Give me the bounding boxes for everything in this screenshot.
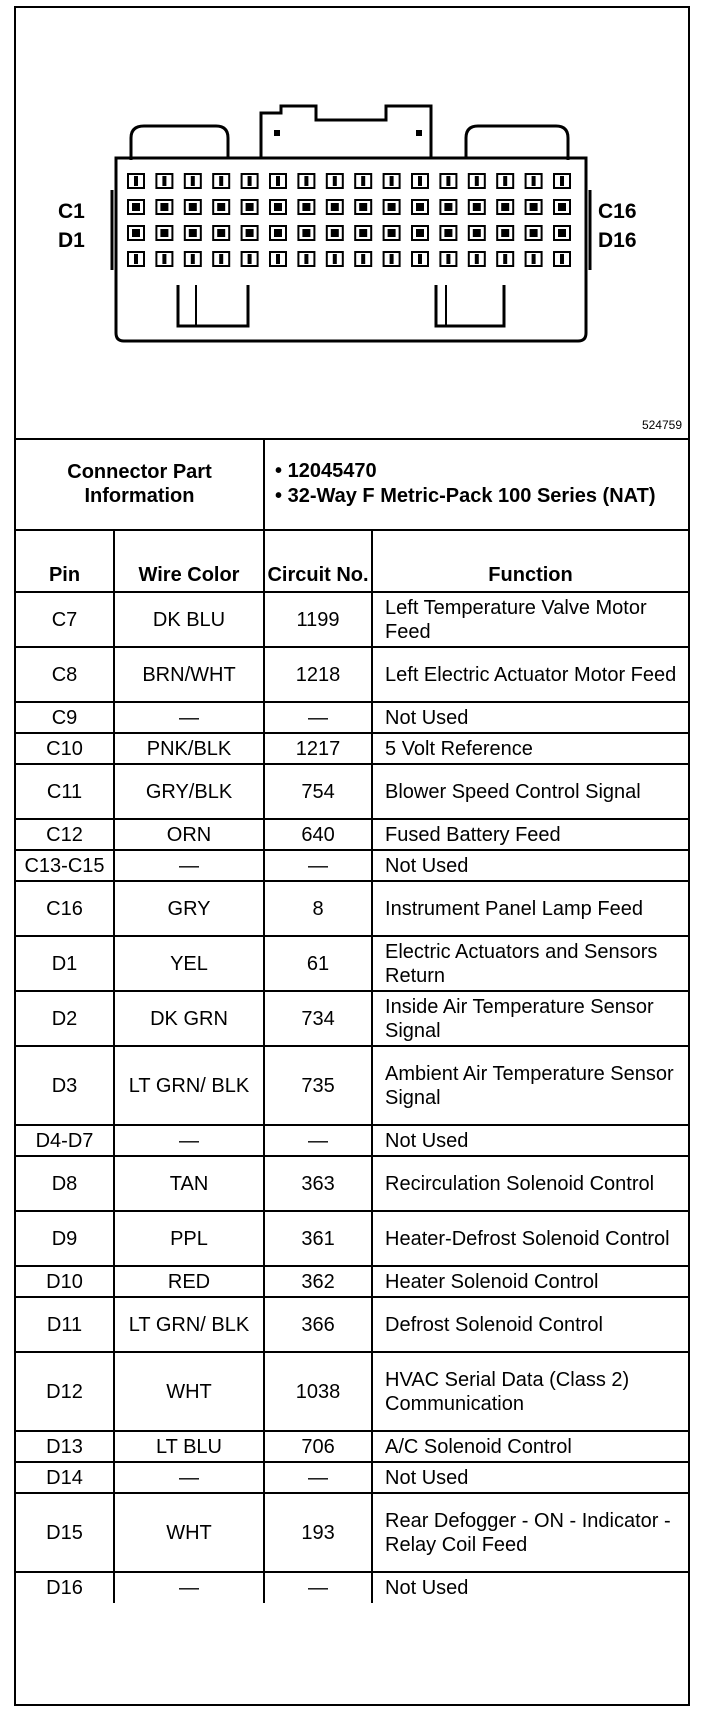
cell-function: Ambient Air Temperature Sensor Signal bbox=[372, 1046, 688, 1125]
cell-circuit: 640 bbox=[264, 819, 372, 850]
cell-wire-color: DK GRN bbox=[114, 991, 264, 1046]
pin-terminal bbox=[446, 176, 450, 186]
cell-wire-color: LT BLU bbox=[114, 1431, 264, 1462]
cell-pin: D8 bbox=[16, 1156, 114, 1211]
cell-wire-color: PPL bbox=[114, 1211, 264, 1266]
table-row bbox=[16, 881, 688, 936]
pin-terminal bbox=[189, 203, 197, 211]
pin-terminal bbox=[503, 176, 507, 186]
cell-circuit: 362 bbox=[264, 1266, 372, 1297]
cell-wire-color: — bbox=[114, 702, 264, 733]
cell-circuit: 1199 bbox=[264, 592, 372, 647]
pin-terminal bbox=[532, 254, 536, 264]
cell-wire-color: ORN bbox=[114, 819, 264, 850]
pin-terminal bbox=[558, 229, 566, 237]
cell-circuit: — bbox=[264, 1572, 372, 1603]
connector-info-details bbox=[264, 438, 688, 530]
cell-circuit: — bbox=[264, 702, 372, 733]
table-row bbox=[16, 1297, 688, 1352]
cell-circuit: — bbox=[264, 1462, 372, 1493]
cell-wire-color: LT GRN/ BLK bbox=[114, 1046, 264, 1125]
pin-terminal bbox=[530, 229, 538, 237]
table-row bbox=[16, 1462, 688, 1493]
cell-wire-color: — bbox=[114, 1125, 264, 1156]
table-row bbox=[16, 1125, 688, 1156]
cell-function: Not Used bbox=[372, 1572, 688, 1603]
table-row bbox=[16, 1211, 688, 1266]
cell-function: A/C Solenoid Control bbox=[372, 1431, 688, 1462]
cell-function: Heater Solenoid Control bbox=[372, 1266, 688, 1297]
cell-function: Instrument Panel Lamp Feed bbox=[372, 881, 688, 936]
pin-terminal bbox=[304, 254, 308, 264]
table-row bbox=[16, 819, 688, 850]
pin-terminal bbox=[359, 203, 367, 211]
pin-terminal bbox=[331, 203, 339, 211]
cell-pin: D1 bbox=[16, 936, 114, 991]
cell-function: Electric Actuators and Sensors Return bbox=[372, 936, 688, 991]
cell-function: HVAC Serial Data (Class 2) Communication bbox=[372, 1352, 688, 1431]
pinout-rows bbox=[16, 592, 688, 1603]
pin-terminal bbox=[304, 176, 308, 186]
pin-terminal bbox=[219, 176, 223, 186]
pin-terminal bbox=[132, 203, 140, 211]
cell-pin: C13-C15 bbox=[16, 850, 114, 881]
pin-label-d16: D16 bbox=[598, 229, 637, 252]
cell-pin: D9 bbox=[16, 1211, 114, 1266]
pin-terminal bbox=[530, 203, 538, 211]
pin-terminal bbox=[444, 203, 452, 211]
pin-terminal bbox=[361, 254, 365, 264]
pin-terminal bbox=[558, 203, 566, 211]
pin-terminal bbox=[302, 203, 310, 211]
pin-terminal bbox=[276, 176, 280, 186]
cell-circuit: 735 bbox=[264, 1046, 372, 1125]
pin-terminal bbox=[446, 254, 450, 264]
cell-circuit: 366 bbox=[264, 1297, 372, 1352]
cell-wire-color: GRY/BLK bbox=[114, 764, 264, 819]
cell-function: Rear Defogger - ON - Indicator - Relay Coil Feed bbox=[372, 1493, 688, 1572]
cell-pin: D3 bbox=[16, 1046, 114, 1125]
cell-wire-color: PNK/BLK bbox=[114, 733, 264, 764]
table-row bbox=[16, 647, 688, 702]
cell-wire-color: — bbox=[114, 1572, 264, 1603]
pin-terminal bbox=[333, 254, 337, 264]
col-header-pin: Pin bbox=[16, 530, 114, 592]
pin-terminal bbox=[162, 176, 166, 186]
pin-terminal bbox=[390, 176, 394, 186]
table-row bbox=[16, 764, 688, 819]
cell-pin: C11 bbox=[16, 764, 114, 819]
connector-diagram bbox=[16, 8, 688, 440]
pin-terminal bbox=[219, 254, 223, 264]
pin-terminal bbox=[388, 229, 396, 237]
cell-wire-color: TAN bbox=[114, 1156, 264, 1211]
cell-circuit: 363 bbox=[264, 1156, 372, 1211]
cell-function: Not Used bbox=[372, 1462, 688, 1493]
table-row bbox=[16, 850, 688, 881]
cell-pin: C12 bbox=[16, 819, 114, 850]
table-row bbox=[16, 991, 688, 1046]
table-row bbox=[16, 592, 688, 647]
pin-terminal bbox=[162, 254, 166, 264]
pin-terminal bbox=[160, 203, 168, 211]
cell-function: Left Temperature Valve Motor Feed bbox=[372, 592, 688, 647]
pin-terminal bbox=[191, 176, 195, 186]
cell-circuit: 361 bbox=[264, 1211, 372, 1266]
cell-wire-color: WHT bbox=[114, 1493, 264, 1572]
cell-pin: D12 bbox=[16, 1352, 114, 1431]
pin-terminal bbox=[444, 229, 452, 237]
pin-label-c1: C1 bbox=[58, 200, 85, 223]
cell-function: Heater-Defrost Solenoid Control bbox=[372, 1211, 688, 1266]
cell-pin: C9 bbox=[16, 702, 114, 733]
pin-terminal bbox=[274, 203, 282, 211]
pin-terminal bbox=[274, 229, 282, 237]
table-row bbox=[16, 1352, 688, 1431]
cell-wire-color: WHT bbox=[114, 1352, 264, 1431]
connector-sheet bbox=[14, 6, 690, 1706]
cell-circuit: 193 bbox=[264, 1493, 372, 1572]
pin-label-d1: D1 bbox=[58, 229, 85, 252]
pin-terminal bbox=[160, 229, 168, 237]
table-row bbox=[16, 733, 688, 764]
cell-pin: C8 bbox=[16, 647, 114, 702]
cell-wire-color: LT GRN/ BLK bbox=[114, 1297, 264, 1352]
pin-terminal bbox=[416, 203, 424, 211]
connector-face-drawing bbox=[16, 8, 688, 438]
cell-circuit: — bbox=[264, 850, 372, 881]
table-row bbox=[16, 1493, 688, 1572]
table-row bbox=[16, 936, 688, 991]
pin-cavity-grid bbox=[128, 174, 570, 266]
cell-wire-color: YEL bbox=[114, 936, 264, 991]
cell-circuit: — bbox=[264, 1125, 372, 1156]
figure-id: 524759 bbox=[641, 418, 682, 432]
pin-terminal bbox=[134, 254, 138, 264]
table-row bbox=[16, 1266, 688, 1297]
cell-wire-color: RED bbox=[114, 1266, 264, 1297]
pin-terminal bbox=[361, 176, 365, 186]
pin-terminal bbox=[248, 176, 252, 186]
cell-wire-color: — bbox=[114, 1462, 264, 1493]
pin-label-c16: C16 bbox=[598, 200, 637, 223]
pin-terminal bbox=[302, 229, 310, 237]
connector-info-row bbox=[16, 438, 688, 530]
cell-pin: C7 bbox=[16, 592, 114, 647]
cell-pin: C10 bbox=[16, 733, 114, 764]
cell-function: Not Used bbox=[372, 850, 688, 881]
cell-circuit: 8 bbox=[264, 881, 372, 936]
cell-function: Defrost Solenoid Control bbox=[372, 1297, 688, 1352]
pin-terminal bbox=[473, 203, 481, 211]
cell-pin: D13 bbox=[16, 1431, 114, 1462]
col-header-circuit: Circuit No. bbox=[264, 530, 372, 592]
cell-circuit: 61 bbox=[264, 936, 372, 991]
pin-terminal bbox=[532, 176, 536, 186]
cell-function: Not Used bbox=[372, 702, 688, 733]
cell-pin: D2 bbox=[16, 991, 114, 1046]
pin-terminal bbox=[560, 254, 564, 264]
cell-function: Inside Air Temperature Sensor Signal bbox=[372, 991, 688, 1046]
cell-function: Left Electric Actuator Motor Feed bbox=[372, 647, 688, 702]
pin-terminal bbox=[191, 254, 195, 264]
cell-circuit: 754 bbox=[264, 764, 372, 819]
cell-circuit: 1218 bbox=[264, 647, 372, 702]
connector-description: • 32-Way F Metric-Pack 100 Series (NAT) bbox=[275, 484, 678, 509]
cell-pin: D16 bbox=[16, 1572, 114, 1603]
pin-terminal bbox=[276, 254, 280, 264]
col-header-wire-color: Wire Color bbox=[114, 530, 264, 592]
pin-terminal bbox=[248, 254, 252, 264]
pin-terminal bbox=[333, 176, 337, 186]
pin-terminal bbox=[359, 229, 367, 237]
cell-pin: D15 bbox=[16, 1493, 114, 1572]
pin-terminal bbox=[418, 254, 422, 264]
pin-terminal bbox=[501, 229, 509, 237]
part-number: • 12045470 bbox=[275, 459, 678, 484]
pin-terminal bbox=[473, 229, 481, 237]
cell-circuit: 1038 bbox=[264, 1352, 372, 1431]
pin-terminal bbox=[246, 229, 254, 237]
column-header-row bbox=[16, 530, 688, 592]
table-row bbox=[16, 1156, 688, 1211]
cell-circuit: 1217 bbox=[264, 733, 372, 764]
cell-wire-color: BRN/WHT bbox=[114, 647, 264, 702]
pin-terminal bbox=[388, 203, 396, 211]
cell-pin: C16 bbox=[16, 881, 114, 936]
cell-wire-color: GRY bbox=[114, 881, 264, 936]
table-row bbox=[16, 702, 688, 733]
cell-function: 5 Volt Reference bbox=[372, 733, 688, 764]
cell-circuit: 706 bbox=[264, 1431, 372, 1462]
cell-function: Blower Speed Control Signal bbox=[372, 764, 688, 819]
cell-function: Fused Battery Feed bbox=[372, 819, 688, 850]
cell-circuit: 734 bbox=[264, 991, 372, 1046]
pin-terminal bbox=[416, 229, 424, 237]
pinout-table bbox=[16, 438, 688, 1603]
cell-pin: D4-D7 bbox=[16, 1125, 114, 1156]
pin-terminal bbox=[503, 254, 507, 264]
col-header-function: Function bbox=[372, 530, 688, 592]
cell-function: Not Used bbox=[372, 1125, 688, 1156]
pin-terminal bbox=[331, 229, 339, 237]
pin-terminal bbox=[246, 203, 254, 211]
cell-pin: D11 bbox=[16, 1297, 114, 1352]
pin-terminal bbox=[132, 229, 140, 237]
pin-terminal bbox=[418, 176, 422, 186]
pin-terminal bbox=[560, 176, 564, 186]
connector-info-heading: Connector Part Information bbox=[16, 438, 264, 530]
pin-terminal bbox=[217, 229, 225, 237]
cell-pin: D14 bbox=[16, 1462, 114, 1493]
table-row bbox=[16, 1431, 688, 1462]
pin-terminal bbox=[501, 203, 509, 211]
pin-terminal bbox=[217, 203, 225, 211]
cell-wire-color: DK BLU bbox=[114, 592, 264, 647]
pin-terminal bbox=[134, 176, 138, 186]
pin-terminal bbox=[390, 254, 394, 264]
cell-wire-color: — bbox=[114, 850, 264, 881]
pin-terminal bbox=[475, 176, 479, 186]
pin-terminal bbox=[189, 229, 197, 237]
cell-function: Recirculation Solenoid Control bbox=[372, 1156, 688, 1211]
table-row bbox=[16, 1572, 688, 1603]
pin-terminal bbox=[475, 254, 479, 264]
cell-pin: D10 bbox=[16, 1266, 114, 1297]
table-row bbox=[16, 1046, 688, 1125]
